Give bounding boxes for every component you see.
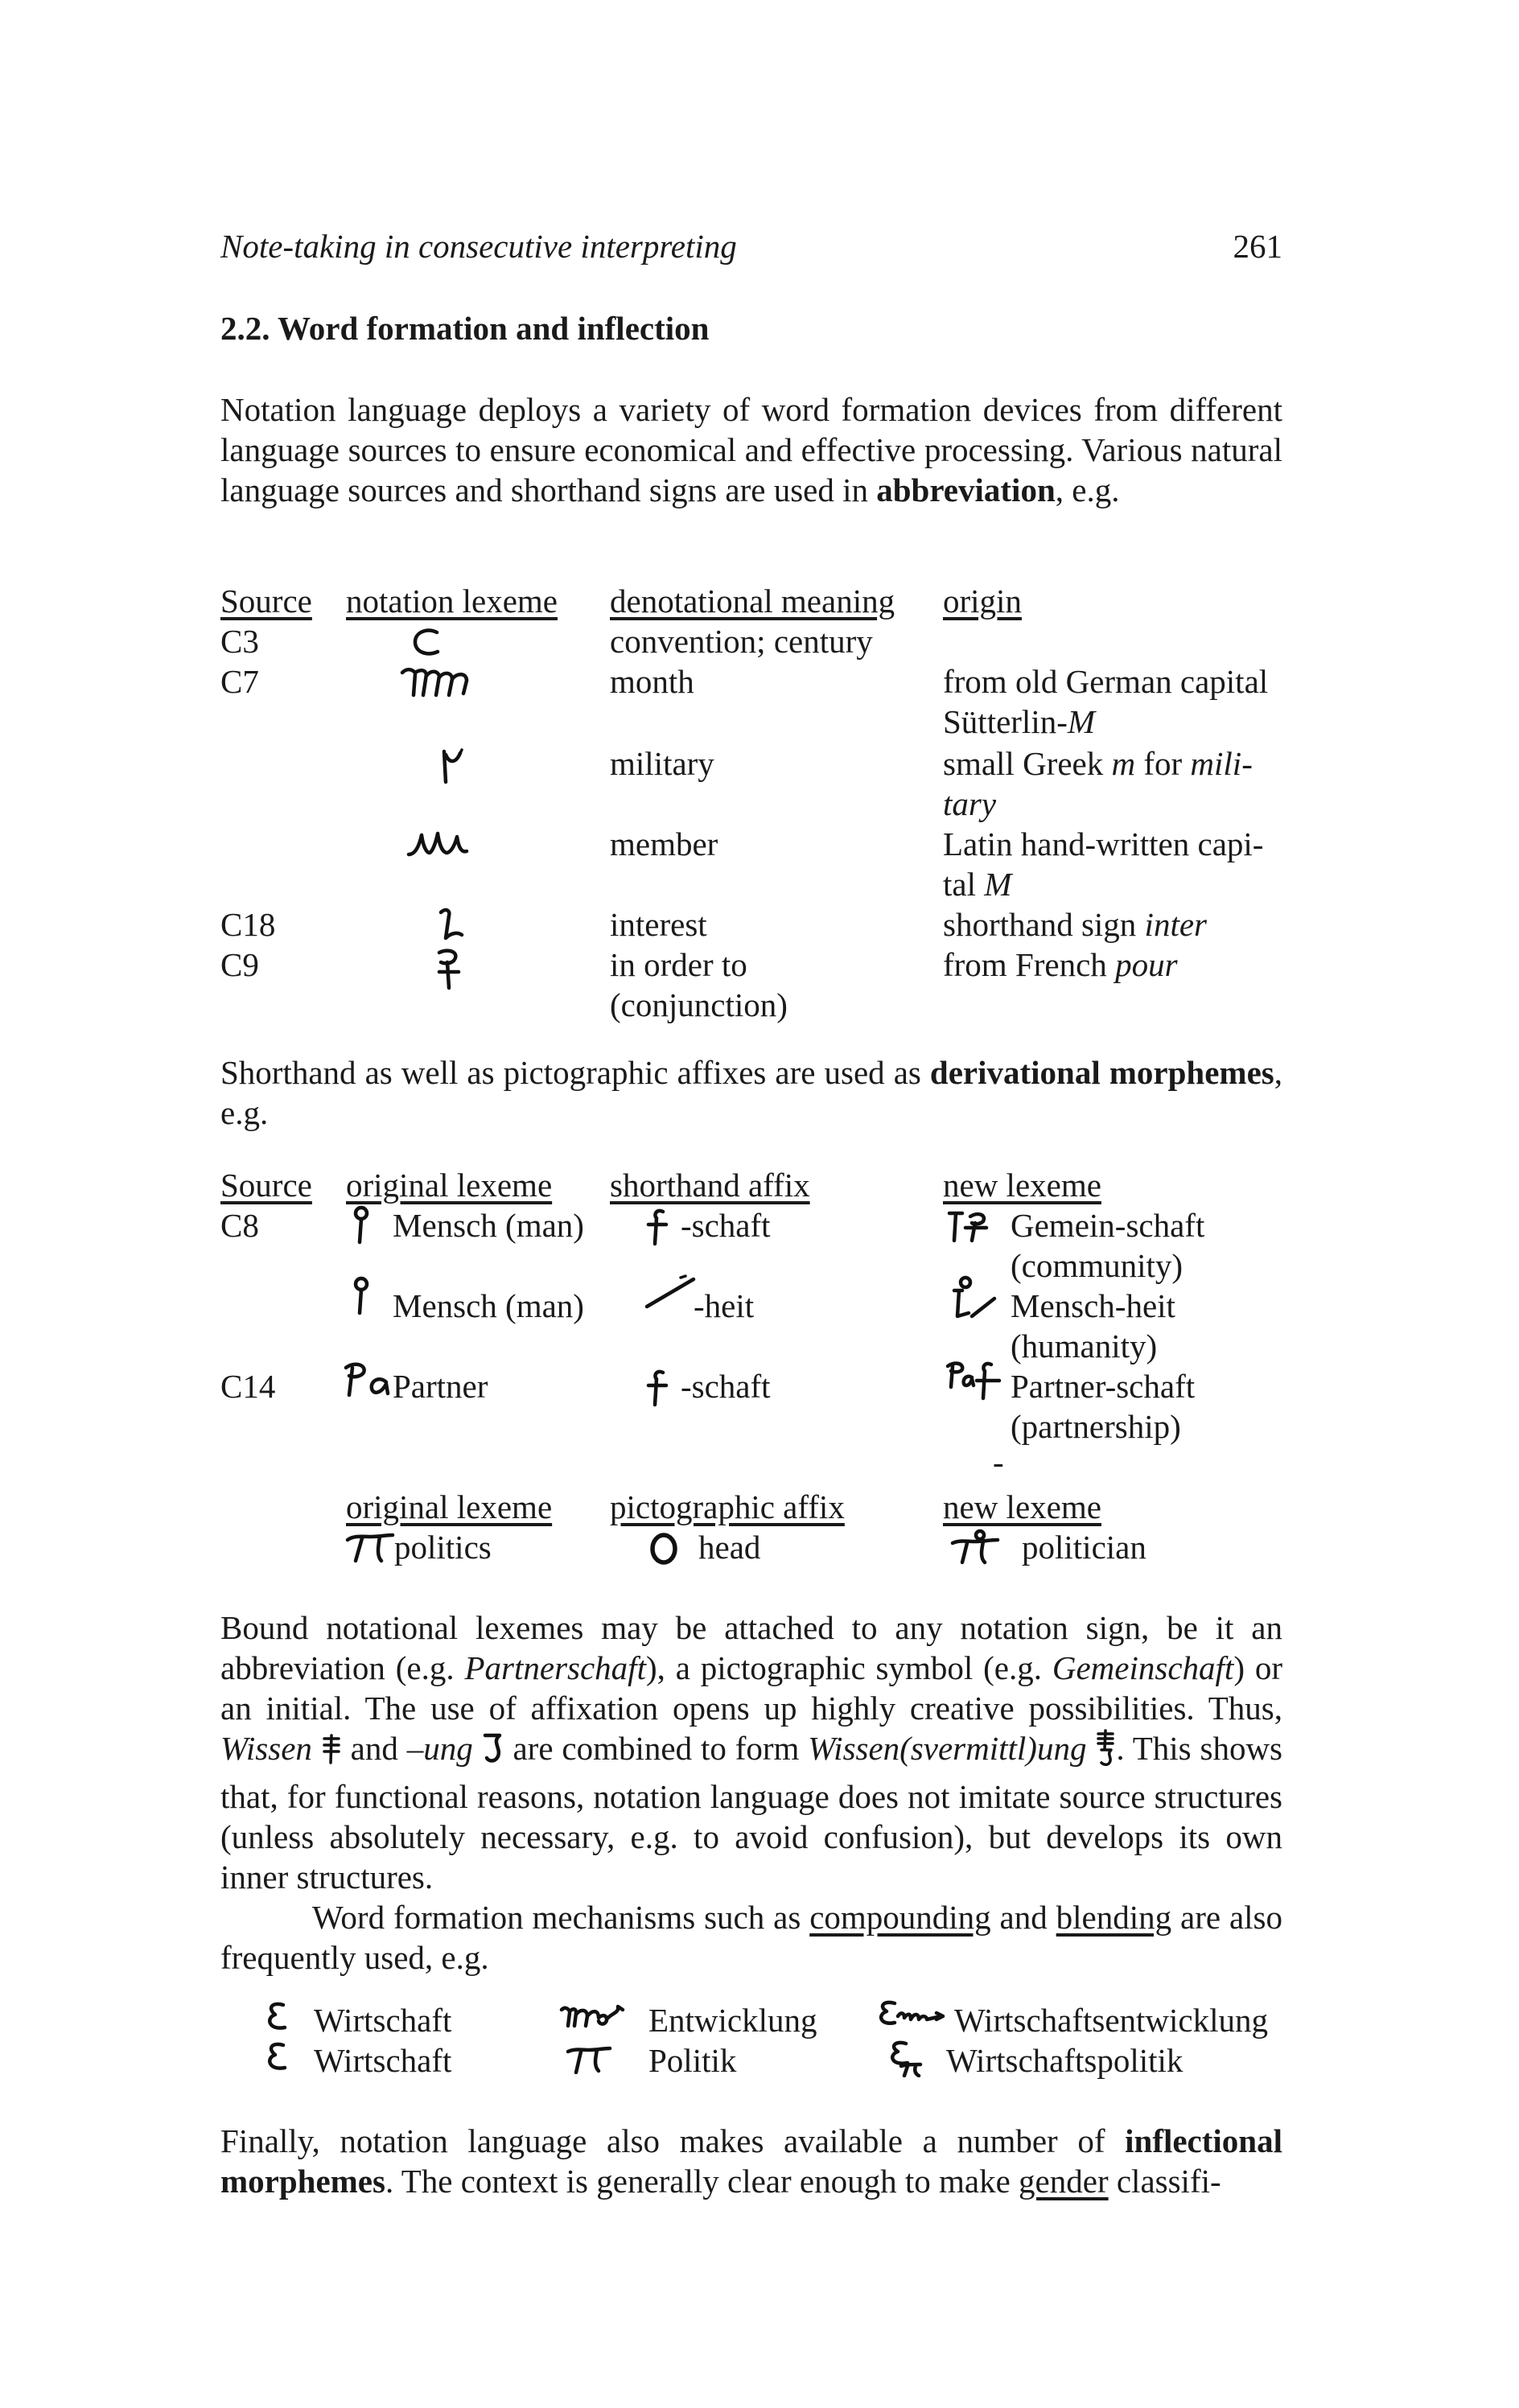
origin-text: for <box>1135 745 1191 782</box>
abbrev-origin-c9 <box>943 945 1178 985</box>
abbrev-source-c9: C9 <box>220 946 259 983</box>
politician-icon <box>949 1529 1002 1566</box>
page-number: 261 <box>1233 228 1282 265</box>
wissensvermittlung-icon <box>1095 1729 1116 1776</box>
notation-month-icon <box>399 665 476 700</box>
abbrev-origin-c7-line2 <box>943 702 1095 742</box>
compound-c-2: Wirtschaftspolitik <box>946 2042 1184 2079</box>
origin-text: small Greek <box>943 745 1112 782</box>
origin-text: Sütterlin- <box>943 703 1068 740</box>
para3-text: . This shows that, for functional reasons, notation language does not imitate source structures (unless absolutely necessary, e.g. to avoid confusion), but develops its own inner structures. <box>220 1730 1283 1896</box>
abbrev-meaning-c18: interest <box>610 906 707 943</box>
para4-text: Word formation mechanisms such as <box>312 1899 810 1936</box>
compound-c-1: Wirtschaftsentwicklung <box>954 2002 1269 2039</box>
person-icon <box>349 1205 373 1245</box>
origin-italic: inter <box>1144 906 1207 943</box>
para5-bold-term: inflectional morphemes <box>220 2122 1282 2200</box>
para3-text: ) or an initial. The use of affixation opens up highly creative possibilities. Thus, <box>220 1649 1282 1727</box>
origin-text: tal <box>943 866 985 903</box>
compound-a-1: Wirtschaft <box>314 2002 452 2039</box>
deriv-header-new: new lexeme <box>943 1167 1101 1204</box>
para5-text: . The context is generally clear enough to make <box>385 2163 1019 2200</box>
para3-italic: Wissen(svermittl)ung <box>808 1730 1087 1767</box>
origin-italic: M <box>1067 703 1096 740</box>
origin-text: shorthand sign <box>943 906 1145 943</box>
abbrev-meaning-military: military <box>610 745 714 782</box>
abbrev-origin-military-line2: tary <box>943 785 997 822</box>
abbrev-header-notation: notation lexeme <box>346 582 558 619</box>
abbrev-source-c7: C7 <box>220 663 259 700</box>
deriv-new-c8: Gemein-schaft <box>1011 1207 1205 1244</box>
notation-c-icon <box>410 626 443 658</box>
abbrev-meaning-member: member <box>610 825 718 862</box>
abbrev-header-meaning: denotational meaning <box>610 582 895 619</box>
person-icon <box>349 1276 373 1316</box>
schaft-affix-icon <box>645 1207 669 1247</box>
deriv-original-c14: Partner <box>393 1368 488 1405</box>
deriv-new-heit: Mensch-heit <box>1011 1287 1175 1324</box>
paragraph-inflectional <box>220 2121 1282 2201</box>
abbrev-header-source: Source <box>220 582 312 619</box>
wirtschaftspolitik-icon <box>885 2039 927 2077</box>
notation-member-icon <box>405 827 470 859</box>
abbrev-source-c18: C18 <box>220 906 276 943</box>
deriv-source-c8: C8 <box>220 1207 259 1244</box>
abbrev-meaning-c9-line2: (conjunction) <box>610 986 788 1023</box>
abbrev-meaning-c9: in order to <box>610 946 747 983</box>
para3-text: are combined to form <box>504 1730 809 1767</box>
paragraph-derivational <box>220 1052 1282 1133</box>
deriv-affix-c14: -schaft <box>681 1368 771 1405</box>
abbrev-source-c3: C3 <box>220 623 259 660</box>
page <box>220 0 1282 2408</box>
para4-underlined: blending <box>1056 1899 1172 1936</box>
para4-text: are also frequently used, e.g. <box>220 1899 1283 1976</box>
abbrev-origin-member: Latin hand-written capi- <box>943 825 1264 862</box>
deriv-affix-c8: -schaft <box>681 1207 771 1244</box>
deriv-original-c8: Mensch (man) <box>393 1207 584 1244</box>
origin-italic: mili- <box>1190 745 1253 782</box>
picto-original: politics <box>394 1529 492 1566</box>
community-icon <box>945 1208 993 1244</box>
ung-icon <box>482 1731 504 1775</box>
para3-text: ), a pictographic symbol (e.g. <box>645 1649 1052 1686</box>
para4-underlined: compounding <box>809 1899 991 1936</box>
deriv-header-affix: shorthand affix <box>610 1167 810 1204</box>
abbrev-origin-member-line2 <box>943 864 1011 904</box>
abbrev-origin-c18 <box>943 904 1207 945</box>
para2-text: Shorthand as well as pictographic affixes are used as <box>220 1054 930 1091</box>
para3-text: Bound notational lexemes may be attached to any notation sign, be it an abbreviation (e.g. <box>220 1609 1282 1686</box>
compound-b-1: Entwicklung <box>648 2002 817 2039</box>
origin-italic: pour <box>1115 946 1178 983</box>
compound-a-2: Wirtschaft <box>314 2042 452 2079</box>
picto-affix: head <box>698 1529 761 1566</box>
politik-icon <box>565 2045 613 2074</box>
deriv-source-c14: C14 <box>220 1368 276 1405</box>
deriv-new-c14-line2: (partnership) <box>1011 1408 1181 1445</box>
partner-icon <box>341 1360 394 1400</box>
humanity-icon <box>945 1274 998 1323</box>
para3-text: and <box>341 1730 407 1767</box>
para5-text: Finally, notation language also makes available a number of <box>220 2122 1126 2159</box>
heit-affix-icon <box>644 1273 700 1313</box>
politics-icon <box>344 1532 396 1564</box>
wirtschaft-icon <box>264 2000 288 2032</box>
deriv-header-original: original lexeme <box>346 1167 553 1204</box>
picto-header-new: new lexeme <box>943 1488 1101 1525</box>
para3-italic: Gemeinschaft <box>1052 1649 1234 1686</box>
wirtschaft-icon <box>264 2040 288 2073</box>
origin-italic: m <box>1111 745 1136 782</box>
running-title: Note-taking in consecutive interpreting <box>220 228 737 265</box>
para3-italic: Wissen <box>220 1730 312 1767</box>
para2-bold-term: derivational morphemes <box>929 1054 1274 1091</box>
partnership-icon <box>945 1358 1006 1403</box>
deriv-affix-heit: -heit <box>694 1287 755 1324</box>
para3-italic: –ung <box>406 1730 473 1767</box>
notation-interest-icon <box>434 906 467 941</box>
wissen-icon <box>321 1732 342 1773</box>
deriv-new-heit-line2: (humanity) <box>1011 1327 1158 1365</box>
wirtschaftsentwicklung-icon <box>877 1998 951 2031</box>
abbrev-meaning-c7: month <box>610 663 694 700</box>
abbrev-header-origin: origin <box>943 582 1022 619</box>
deriv-new-c8-line2: (community) <box>1011 1247 1184 1284</box>
notation-pour-icon <box>433 946 465 991</box>
deriv-new-c14: Partner-schaft <box>1011 1368 1196 1405</box>
para5-underlined: gender <box>1019 2163 1109 2200</box>
deriv-original-heit: Mensch (man) <box>393 1287 584 1324</box>
para5-text: classifi- <box>1108 2163 1221 2200</box>
stray-dash: - <box>993 1443 1004 1480</box>
para1-text: Notation language deploys a variety of word formation devices from different language sources to ensure economical and effective processing. Various natural language sources and shorthand signs are used in <box>220 391 1282 508</box>
schaft-affix-icon <box>645 1368 669 1408</box>
para1-text-end: , e.g. <box>1055 471 1120 508</box>
para2-text-end: , e.g. <box>220 1054 1282 1131</box>
abbrev-origin-military <box>943 743 1253 784</box>
para3-italic: Partnerschaft <box>464 1649 646 1686</box>
picto-header-affix: pictographic affix <box>610 1488 845 1525</box>
origin-text: from French <box>943 946 1116 983</box>
entwicklung-icon <box>558 2003 628 2031</box>
origin-italic: M <box>984 866 1012 903</box>
head-circle-icon <box>648 1532 679 1566</box>
paragraph-bound-lexemes <box>220 1607 1282 1978</box>
running-header <box>220 227 1282 265</box>
para4-text: and <box>990 1899 1056 1936</box>
section-heading: 2.2. Word formation and inflection <box>220 310 710 347</box>
abbrev-meaning-c3: convention; century <box>610 623 873 660</box>
deriv-header-source: Source <box>220 1167 312 1204</box>
para1-bold-term: abbreviation <box>876 471 1056 508</box>
paragraph-abbreviation-intro <box>220 389 1282 510</box>
abbrev-origin-c7: from old German capital <box>943 663 1269 700</box>
compound-b-2: Politik <box>648 2042 737 2079</box>
picto-new: politician <box>1022 1529 1146 1566</box>
picto-header-original: original lexeme <box>346 1488 553 1525</box>
notation-military-icon <box>439 747 467 784</box>
